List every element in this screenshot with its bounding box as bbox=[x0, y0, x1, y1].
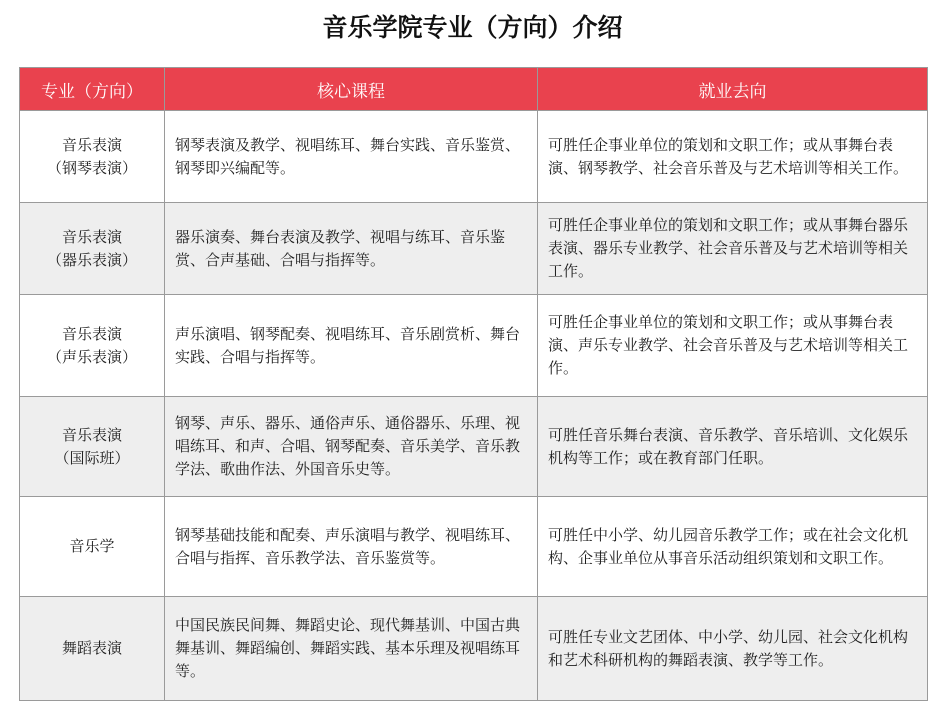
table-row bbox=[20, 397, 928, 497]
career-cell: 可胜任音乐舞台表演、音乐教学、音乐培训、文化娱乐机构等工作；或在教育部门任职。 bbox=[538, 397, 928, 497]
page-title: 音乐学院专业（方向）介绍 bbox=[322, 13, 623, 42]
table-row bbox=[20, 497, 928, 597]
major-name: 音乐表演 bbox=[61, 227, 122, 246]
courses-cell: 钢琴基础技能和配奏、声乐演唱与教学、视唱练耳、合唱与指挥、音乐教学法、音乐鉴赏等。 bbox=[165, 497, 538, 597]
major-direction: （器乐表演） bbox=[46, 250, 137, 269]
courses-cell: 钢琴、声乐、器乐、通俗声乐、通俗器乐、乐理、视唱练耳、和声、合唱、钢琴配奏、音乐美学、音乐教学法、歌曲作法、外国音乐史等。 bbox=[165, 397, 538, 497]
major-name: 音乐表演 bbox=[61, 425, 122, 444]
major-name: 音乐表演 bbox=[61, 324, 122, 343]
major-direction: （国际班） bbox=[54, 448, 130, 467]
major-cell bbox=[20, 111, 165, 203]
majors-table bbox=[19, 67, 928, 701]
table-row bbox=[20, 295, 928, 397]
major-cell bbox=[20, 397, 165, 497]
header-courses: 核心课程 bbox=[165, 68, 538, 111]
major-cell bbox=[20, 203, 165, 295]
table-row bbox=[20, 203, 928, 295]
major-name: 音乐表演 bbox=[61, 135, 122, 154]
career-cell: 可胜任企事业单位的策划和文职工作；或从事舞台表演、声乐专业教学、社会音乐普及与艺术培训等相关工作。 bbox=[538, 295, 928, 397]
major-direction: （声乐表演） bbox=[46, 347, 137, 366]
career-cell: 可胜任企事业单位的策划和文职工作；或从事舞台表演、钢琴教学、社会音乐普及与艺术培训等相关工作。 bbox=[538, 111, 928, 203]
table-row bbox=[20, 597, 928, 701]
major-cell bbox=[20, 497, 165, 597]
courses-cell: 中国民族民间舞、舞蹈史论、现代舞基训、中国古典舞基训、舞蹈编创、舞蹈实践、基本乐理及视唱练耳等。 bbox=[165, 597, 538, 701]
header-career: 就业去向 bbox=[538, 68, 928, 111]
table-row bbox=[20, 111, 928, 203]
major-name: 舞蹈表演 bbox=[61, 639, 122, 657]
major-direction: （钢琴表演） bbox=[46, 158, 137, 177]
career-cell: 可胜任专业文艺团体、中小学、幼儿园、社会文化机构和艺术科研机构的舞蹈表演、教学等工作。 bbox=[538, 597, 928, 701]
courses-cell: 钢琴表演及教学、视唱练耳、舞台实践、音乐鉴赏、钢琴即兴编配等。 bbox=[165, 111, 538, 203]
career-cell: 可胜任企事业单位的策划和文职工作；或从事舞台器乐表演、器乐专业教学、社会音乐普及与艺术培训等相关工作。 bbox=[538, 203, 928, 295]
major-name: 音乐学 bbox=[69, 537, 115, 555]
courses-cell: 声乐演唱、钢琴配奏、视唱练耳、音乐剧赏析、舞台实践、合唱与指挥等。 bbox=[165, 295, 538, 397]
major-cell bbox=[20, 295, 165, 397]
header-major: 专业（方向） bbox=[20, 68, 165, 111]
table-header-row bbox=[20, 68, 928, 111]
career-cell: 可胜任中小学、幼儿园音乐教学工作；或在社会文化机构、企事业单位从事音乐活动组织策划和文职工作。 bbox=[538, 497, 928, 597]
courses-cell: 器乐演奏、舞台表演及教学、视唱与练耳、音乐鉴赏、合声基础、合唱与指挥等。 bbox=[165, 203, 538, 295]
major-cell bbox=[20, 597, 165, 701]
